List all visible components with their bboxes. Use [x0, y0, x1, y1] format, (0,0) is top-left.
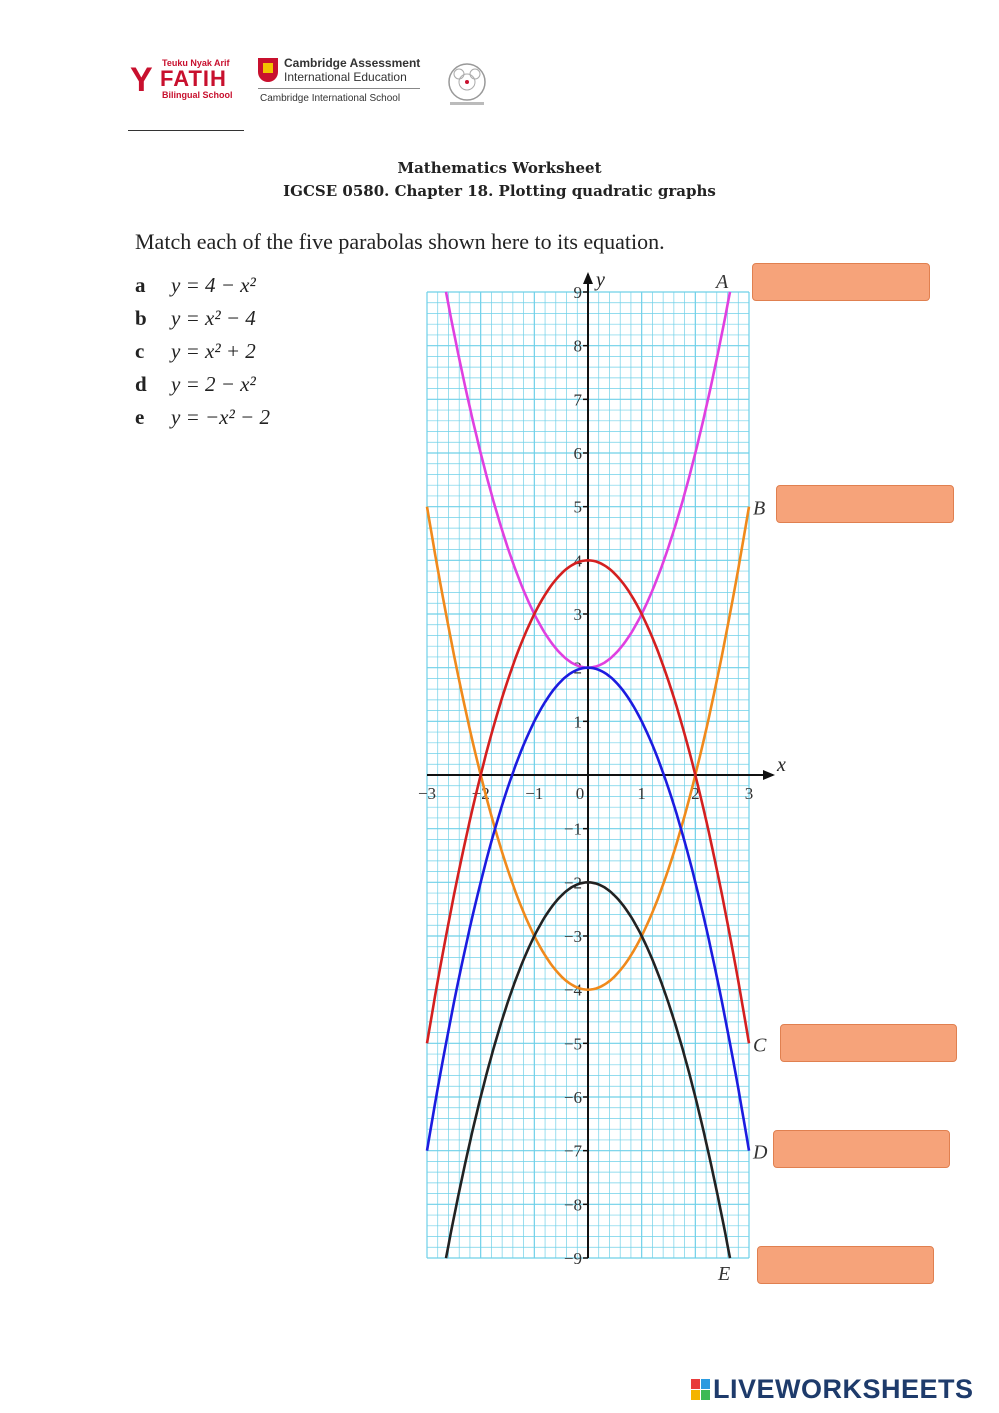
answer-input-b[interactable]: [777, 486, 953, 522]
x-tick-label: 1: [637, 784, 646, 803]
y-tick-label: 9: [573, 283, 582, 302]
y-tick-label: −2: [563, 873, 582, 893]
curve-label-C: C: [753, 1034, 767, 1057]
equation-item: [135, 402, 270, 435]
x-tick-label: 0: [575, 784, 585, 803]
answer-box-b[interactable]: [776, 485, 954, 523]
answer-input-d[interactable]: [774, 1131, 949, 1167]
equation-text: y = x² − 4: [171, 306, 256, 330]
answer-input-c[interactable]: [781, 1025, 956, 1061]
equation-item: [135, 369, 270, 402]
equation-letter: b: [135, 306, 147, 330]
curve-label-B: B: [753, 497, 766, 520]
cambridge-shield-icon: [258, 58, 278, 82]
liveworksheets-wordmark: LIVEWORKSHEETS: [713, 1374, 974, 1404]
question-prompt: Match each of the five parabolas shown here to its equation.: [135, 229, 665, 254]
y-tick-label: 1: [573, 712, 582, 732]
y-tick-label: 2: [573, 658, 582, 678]
y-axis-arrow-icon: [583, 272, 593, 284]
curve-label-A: A: [716, 270, 729, 293]
y-tick-label: 7: [573, 390, 582, 410]
header-logos: [128, 56, 508, 112]
x-tick-label: −3: [417, 784, 437, 803]
equation-item: [135, 303, 270, 336]
y-tick-label: 3: [573, 605, 582, 624]
school-top-text: Teuku Nyak Arif: [162, 58, 230, 68]
equation-letter: c: [135, 339, 145, 363]
cambridge-line3: Cambridge International School: [260, 93, 401, 104]
y-tick-label: 5: [573, 497, 582, 517]
fatih-school-logo: [128, 56, 248, 106]
fatih-logo-icon: Y: [130, 61, 153, 99]
math-seal-logo: [440, 60, 494, 108]
y-tick-label: −3: [563, 927, 582, 946]
y-tick-label: −5: [563, 1034, 582, 1054]
parabola-chart: [405, 262, 785, 1292]
cambridge-divider: [258, 88, 420, 89]
y-tick-label: −9: [563, 1249, 582, 1268]
cambridge-line2: International Education: [284, 70, 407, 84]
answer-box-e[interactable]: [757, 1246, 934, 1284]
equation-letter: a: [135, 273, 146, 297]
equation-letter: e: [135, 405, 145, 429]
y-tick-label: −6: [563, 1088, 582, 1107]
answer-input-e[interactable]: [758, 1247, 933, 1283]
curve-label-E: E: [718, 1263, 731, 1286]
x-tick-label: −2: [471, 784, 490, 803]
x-axis-arrow-icon: [763, 770, 775, 780]
equation-text: y = 4 − x²: [171, 273, 256, 297]
equation-list: [135, 270, 270, 435]
x-axis-label: x: [777, 754, 786, 776]
x-tick-label: −1: [525, 784, 544, 803]
equation-text: y = −x² − 2: [171, 405, 270, 429]
y-tick-label: 4: [573, 551, 582, 571]
answer-box-a[interactable]: [752, 263, 930, 301]
answer-box-d[interactable]: [773, 1130, 950, 1168]
cambridge-line1: Cambridge Assessment: [284, 56, 421, 70]
equation-letter: d: [135, 372, 147, 396]
x-tick-label: 3: [744, 784, 754, 803]
cambridge-logo: [258, 56, 428, 106]
x-tick-label: 2: [691, 784, 700, 803]
y-tick-label: −1: [563, 819, 582, 839]
equation-item: [135, 270, 270, 303]
y-tick-label: 8: [573, 336, 582, 356]
y-tick-label: 6: [573, 444, 582, 463]
y-axis-label: y: [596, 269, 605, 291]
school-name-text: FATIH: [160, 66, 227, 91]
name-line: [128, 130, 244, 131]
answer-box-c[interactable]: [780, 1024, 957, 1062]
equation-text: y = 2 − x²: [171, 372, 256, 396]
worksheet-subtitle: IGCSE 0580. Chapter 18. Plotting quadratic graphs: [283, 182, 716, 200]
curve-label-D: D: [753, 1141, 768, 1164]
school-bottom-text: Bilingual School: [162, 90, 233, 100]
y-tick-label: −8: [563, 1195, 582, 1215]
y-tick-label: −4: [563, 980, 582, 1000]
liveworksheets-logo-icon: [691, 1379, 711, 1401]
answer-input-a[interactable]: [753, 264, 929, 300]
y-tick-label: −7: [563, 1141, 582, 1161]
worksheet-title: Mathematics Worksheet: [397, 159, 602, 177]
liveworksheets-footer: [691, 1374, 974, 1404]
equation-text: y = x² + 2: [171, 339, 256, 363]
equation-item: [135, 336, 270, 369]
